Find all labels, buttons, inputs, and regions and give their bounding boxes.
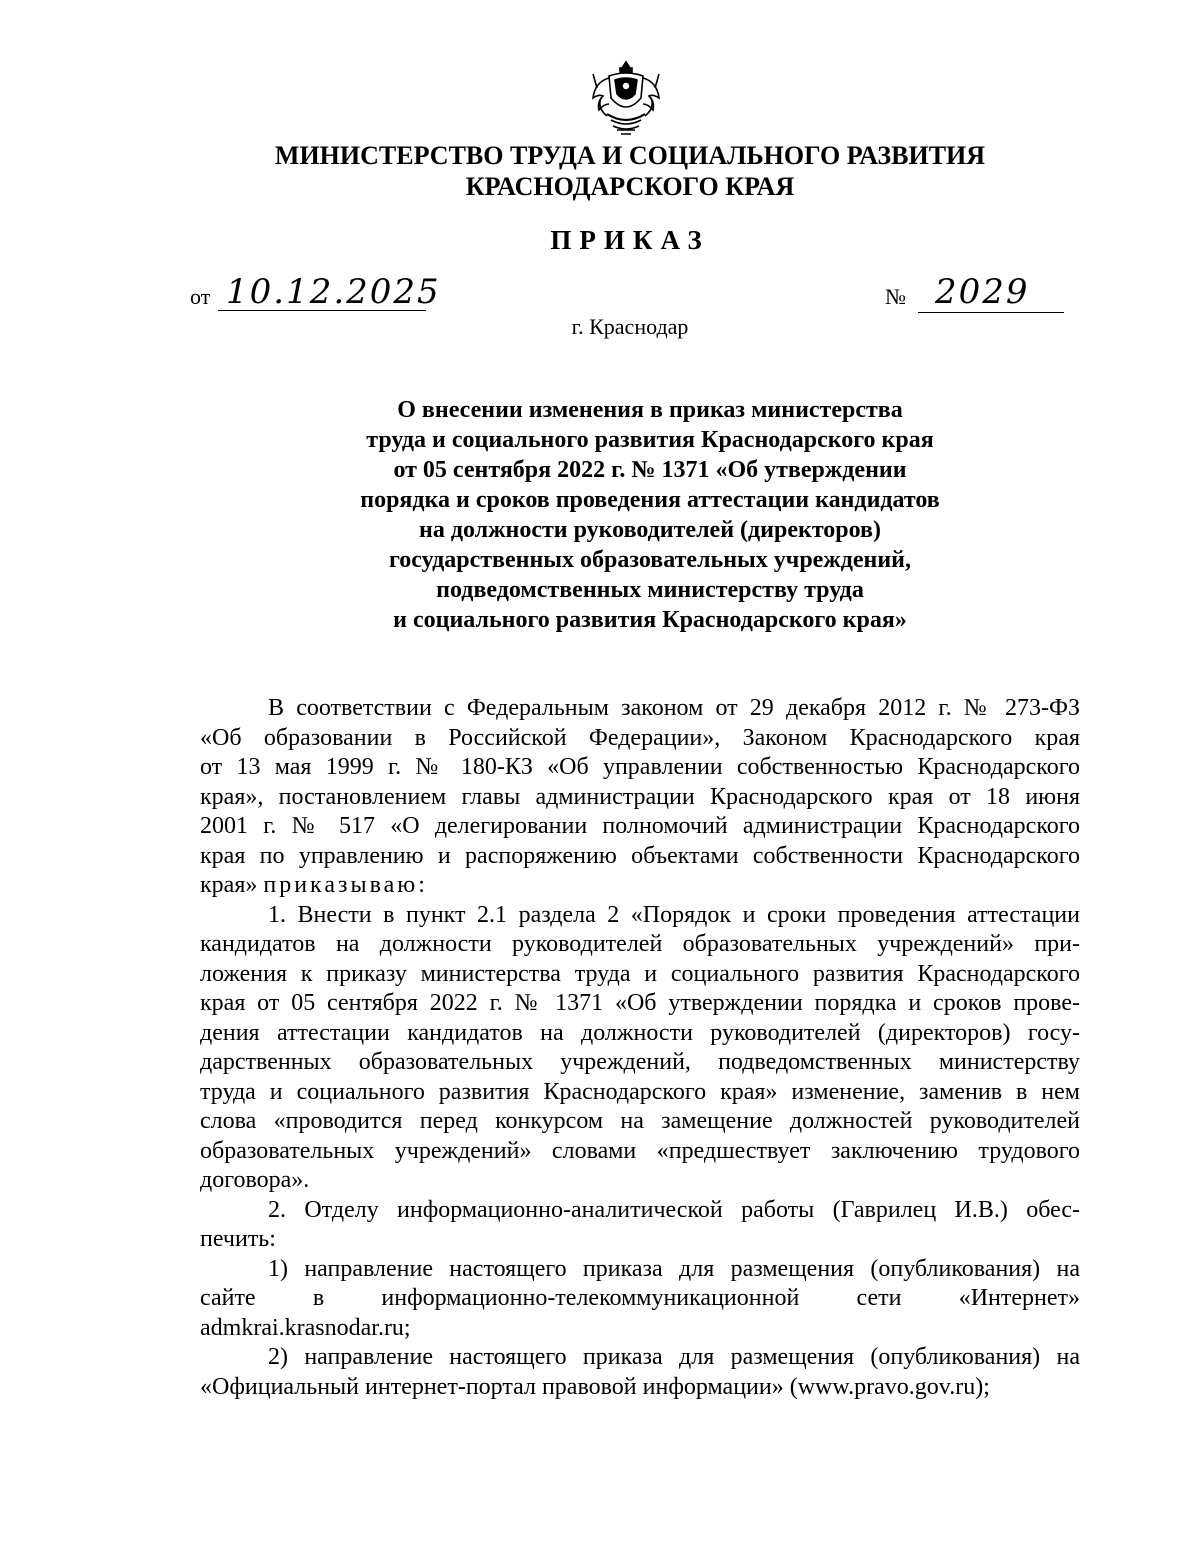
order-title xyxy=(0,395,1200,635)
paragraph-preamble xyxy=(200,694,1080,901)
title-line: порядка и сроков проведения аттестации кандидатов xyxy=(360,487,940,513)
handwritten-date: 10.12.2025 xyxy=(226,272,441,312)
paragraph-subitem-1 xyxy=(200,1255,1080,1344)
document-type-heading: ПРИКАЗ xyxy=(550,225,710,255)
number-underline xyxy=(918,312,1064,313)
body-line: admkrai.krasnodar.ru; xyxy=(200,1314,411,1341)
paragraph-item-1 xyxy=(200,901,1080,1196)
body-line: 1) направление настоящего приказа для размещения (опубликования) на xyxy=(268,1255,1080,1282)
title-line: труда и социального развития Краснодарского края xyxy=(366,427,934,453)
body-line: от 13 мая 1999 г. № 180-КЗ «Об управлении собственностью Краснодарского xyxy=(200,754,1080,780)
city-label: г. Краснодар xyxy=(571,314,689,339)
body-line: слова «проводится перед конкурсом на замещение должностей руководителей xyxy=(200,1108,1080,1134)
number-label: № xyxy=(885,284,906,309)
preamble-ending: края» xyxy=(200,872,258,898)
body-line: 1. Внести в пункт 2.1 раздела 2 «Порядок и сроки проведения аттестации xyxy=(268,901,1080,928)
order-verb: приказываю: xyxy=(263,872,428,898)
order-body xyxy=(200,694,1080,1402)
body-line: «Об образовании в Российской Федерации», Законом Краснодарского края xyxy=(200,724,1080,751)
coat-of-arms-emblem xyxy=(587,58,665,138)
body-line: ложения к приказу министерства труда и социального развития Краснодарского xyxy=(200,960,1080,987)
body-line: образовательных учреждений» словами «предшествует заключению трудового xyxy=(200,1137,1080,1164)
handwritten-number: 2029 xyxy=(935,272,1030,312)
body-line xyxy=(200,871,1080,901)
body-line: печить: xyxy=(200,1226,276,1252)
body-line: договора». xyxy=(200,1167,310,1193)
title-line: подведомственных министерству труда xyxy=(436,577,864,603)
body-line: дарственных образовательных учреждений, подведомственных министерству xyxy=(200,1049,1080,1075)
body-line: «Официальный интернет-портал правовой информации» (www.pravo.gov.ru); xyxy=(200,1373,990,1400)
ministry-name-line1: МИНИСТЕРСТВО ТРУДА И СОЦИАЛЬНОГО РАЗВИТИЯ xyxy=(274,141,986,170)
body-line: 2) направление настоящего приказа для размещения (опубликования) на xyxy=(268,1344,1080,1370)
title-line: государственных образовательных учреждений, xyxy=(388,547,912,573)
title-line: О внесении изменения в приказ министерства xyxy=(397,397,903,423)
body-line: 2. Отделу информационно-аналитической работы (Гаврилец И.В.) обес- xyxy=(268,1196,1080,1223)
body-line: труда и социального развития Краснодарского края» изменение, заменив в нем xyxy=(200,1078,1080,1105)
body-line: края», постановлением главы администрации Краснодарского края от 18 июня xyxy=(200,783,1080,810)
paragraph-subitem-2 xyxy=(200,1343,1080,1402)
title-line: и социального развития Краснодарского края» xyxy=(393,607,907,633)
body-line: В соответствии с Федеральным законом от 29 декабря 2012 г. № 273-ФЗ xyxy=(268,695,1080,721)
title-line: от 05 сентября 2022 г. № 1371 «Об утверждении xyxy=(393,457,907,483)
body-line: края по управлению и распоряжению объектами собственности Краснодарского xyxy=(200,842,1080,869)
ministry-name-line2: КРАСНОДАРСКОГО КРАЯ xyxy=(465,172,795,201)
paragraph-item-2 xyxy=(200,1196,1080,1255)
body-line: сайте в информационно-телекоммуникационной сети «Интернет» xyxy=(200,1285,1080,1311)
body-line: края от 05 сентября 2022 г. № 1371 «Об утверждении порядка и сроков прове- xyxy=(200,990,1080,1016)
body-line: дения аттестации кандидатов на должности руководителей (директоров) госу- xyxy=(200,1019,1080,1046)
date-underline xyxy=(218,310,426,311)
date-label: от xyxy=(190,284,211,309)
body-line: 2001 г. № 517 «О делегировании полномочий администрации Краснодарского xyxy=(200,813,1080,839)
body-line: кандидатов на должности руководителей образовательных учреждений» при- xyxy=(200,931,1080,957)
title-line: на должности руководителей (директоров) xyxy=(419,517,881,543)
